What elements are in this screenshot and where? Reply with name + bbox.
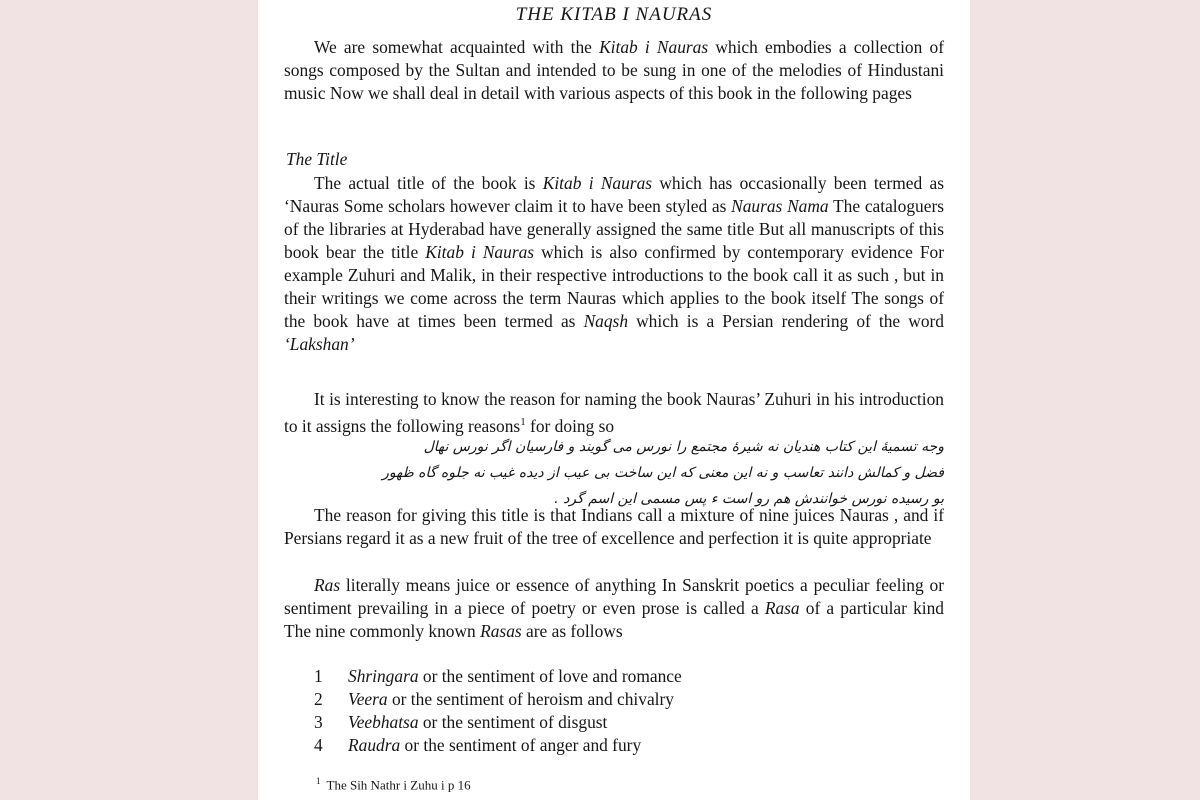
italic-text: Kitab i Nauras	[599, 37, 709, 57]
italic-text: Kitab i Nauras	[542, 173, 653, 193]
list-item: 4 Raudra or the sentiment of anger and fury	[314, 735, 642, 755]
intro-paragraph	[284, 36, 944, 105]
persian-line: فضل و کمالش دانند تعاسب و نه این معنی که این ساخت بی عیب از دیده غیب نه جلوه گاه ظهور	[382, 465, 944, 481]
persian-quotation	[284, 434, 944, 512]
italic-text: Nauras Nama	[731, 196, 829, 216]
text-run: The reason for giving this title is that Indians call a mixture of nine juices Nauras , and if Persians regard it as a new fruit of the tree of excellence and perfection it is quite appropriate	[284, 505, 944, 548]
title-paragraph	[284, 172, 944, 356]
reasons-paragraph	[284, 388, 944, 438]
text-run: The cataloguers of the libraries at Hyderabad have generally assigned the same title But all manuscripts of this book bear the title	[284, 196, 945, 262]
text-run: which is also confirmed by contemporary evidence For example Zuhuri and Malik, in their respective introductions to the book call it as such , but in their writings we come across the term Nauras which applies to the book itself The songs of the book have at times been termed as	[284, 242, 945, 331]
page-title: THE KITAB I NAURAS	[515, 4, 713, 25]
text-run: which is a Persian rendering of the word	[628, 311, 945, 331]
text-run: which embodies a collection of songs composed by the Sultan and intended to be sung in one of the melodies of Hindustani music Now we shall deal in detail with various aspects of this book in the following pages	[284, 37, 944, 103]
footnote-ref: 1	[520, 416, 526, 428]
text-run: The actual title of the book is	[314, 173, 543, 193]
footnote	[316, 776, 471, 793]
explanation-paragraph	[284, 504, 944, 550]
italic-text: Rasas	[480, 621, 522, 641]
rasa-list	[314, 665, 682, 757]
list-item: 1 Shringara or the sentiment of love and romance	[314, 666, 682, 686]
italic-text: ‘Lakshan’	[284, 334, 355, 354]
text-run: literally means juice or essence of anything In Sanskrit poetics a peculiar feeling or sentiment prevailing in a piece of poetry or even prose is called a	[284, 575, 944, 618]
italic-text: Rasa	[764, 598, 800, 618]
text-run: We are somewhat acquainted with the	[314, 37, 600, 57]
book-page	[258, 0, 970, 800]
text-run: which has occasionally been termed as ‘Nauras Some scholars however claim it to have been styled as	[284, 173, 944, 216]
text-run: of a particular kind The nine commonly known	[284, 598, 944, 641]
italic-text: Naqsh	[583, 311, 629, 331]
list-item: 3 Veebhatsa or the sentiment of disgust	[314, 712, 608, 732]
text-run: It is interesting to know the reason for naming the book Nauras’ Zuhuri in his introduction to it assigns the following reasons	[284, 389, 944, 436]
italic-text: Ras	[314, 575, 341, 595]
persian-line: وجه تسمیۀ این کتاب هندیان نه شیرۀ مجتمع را نورس می گویند و فارسیان اگر نورس نهال	[423, 439, 944, 455]
section-heading: The Title	[286, 149, 348, 169]
rasa-paragraph	[284, 574, 944, 643]
footnote-mark: 1	[316, 776, 321, 786]
italic-text: Kitab i Nauras	[425, 242, 535, 262]
persian-line: بو رسیده نورس خوانندش هم رو است ء پس مسمی این اسم گرد .	[554, 491, 944, 507]
list-item: 2 Veera or the sentiment of heroism and chivalry	[314, 689, 674, 709]
text-run: are as follows	[521, 621, 623, 641]
text-run: for doing so	[525, 415, 615, 436]
footnote-text: The Sih Nathr i Zuhu i p 16	[326, 777, 471, 793]
